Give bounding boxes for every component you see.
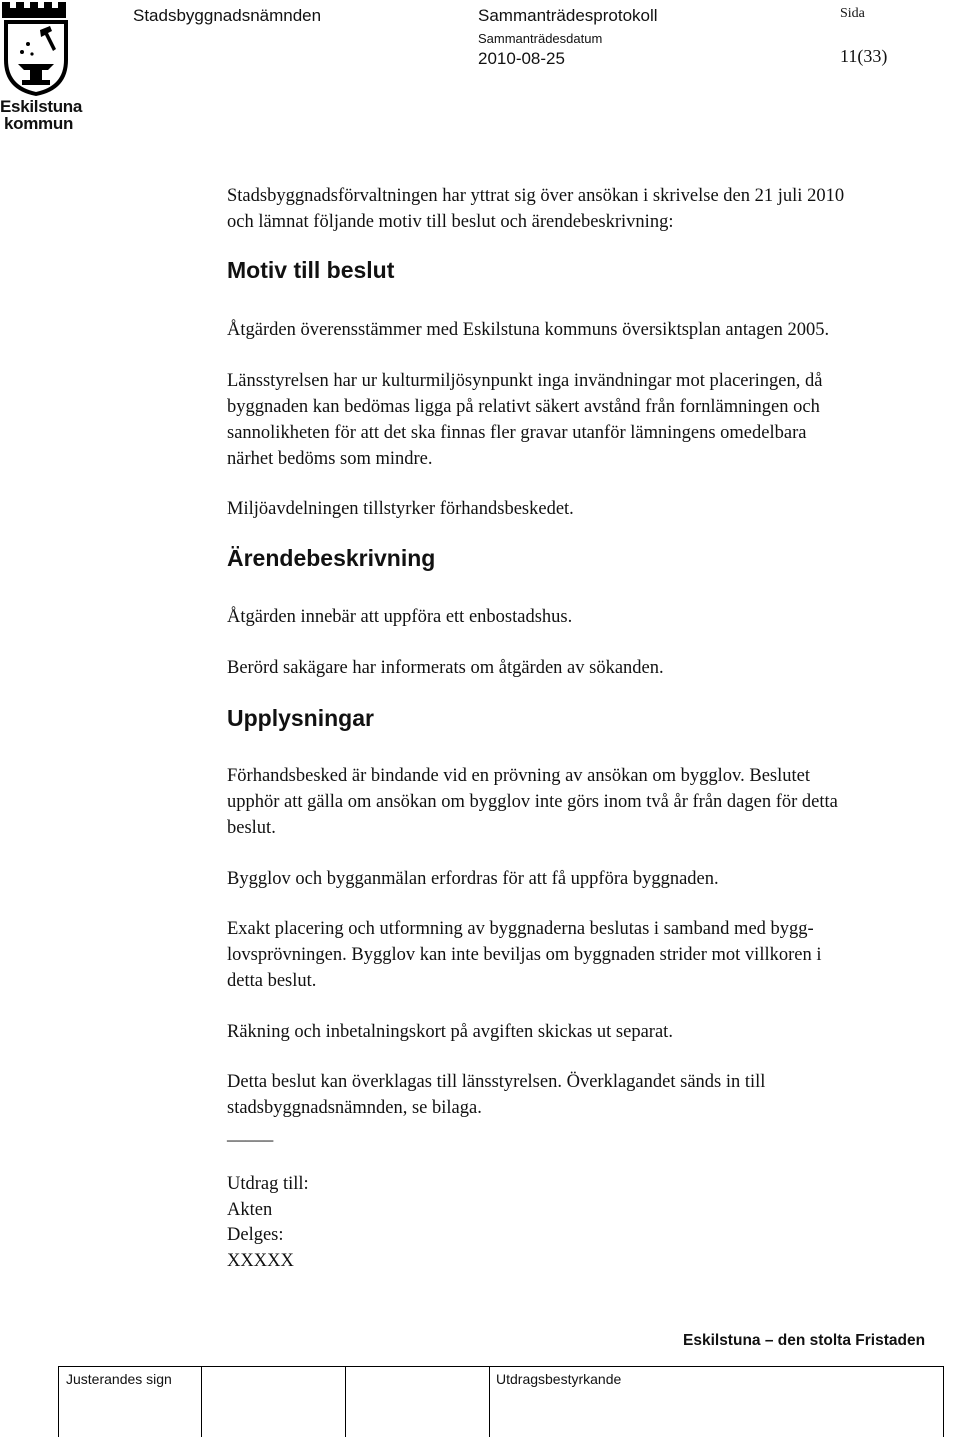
motiv-paragraph-2-line-3: sannolikheten för att det ska finnas fler gravar utanför lämningens omedelbara: [227, 423, 807, 443]
footer-column-divider: [943, 1367, 944, 1437]
heading-upplysningar: Upplysningar: [227, 705, 374, 731]
footer-slogan: Eskilstuna – den stolta Fristaden: [683, 1332, 926, 1349]
arende-paragraph-2: Berörd sakägare har informerats om åtgärden av sökanden.: [227, 658, 664, 678]
footer-signature-table: [58, 1366, 944, 1437]
motiv-paragraph-2-line-4: närhet bedöms som mindre.: [227, 449, 433, 469]
upplysningar-paragraph-3-line-3: detta beslut.: [227, 971, 317, 991]
upplysningar-paragraph-4: Räkning och inbetalningskort på avgiften skickas ut separat.: [227, 1022, 673, 1042]
upplysningar-paragraph-3-line-2: lovsprövningen. Bygglov kan inte beviljas om byggnaden strider mot villkoren i: [227, 945, 822, 965]
footer-justerandes-sign: Justerandes sign: [66, 1371, 172, 1387]
header-committee: Stadsbyggnadsnämnden: [133, 6, 322, 25]
motiv-paragraph-1: Åtgärden överensstämmer med Eskilstuna kommuns översiktsplan antagen 2005.: [227, 320, 830, 340]
upplysningar-paragraph-1-line-1: Förhandsbesked är bindande vid en prövning av ansökan om bygglov. Beslutet: [227, 766, 810, 786]
header-date: 2010-08-25: [478, 49, 565, 68]
delges-label: Delges:: [227, 1225, 284, 1245]
footer-column-divider: [58, 1367, 59, 1437]
footer-column-divider: [345, 1367, 346, 1437]
delges-item: XXXXX: [227, 1251, 294, 1271]
utdrag-item: Akten: [227, 1200, 273, 1220]
heading-motiv-till-beslut: Motiv till beslut: [227, 257, 395, 283]
eskilstuna-logo: [0, 0, 83, 135]
upplysningar-paragraph-2: Bygglov och bygganmälan erfordras för att få uppföra byggnaden.: [227, 869, 719, 889]
upplysningar-paragraph-3-line-1: Exakt placering och utformning av byggnaderna beslutas i samband med bygg-: [227, 919, 814, 939]
motiv-paragraph-2-line-1: Länsstyrelsen har ur kulturmiljösynpunkt inga invändningar mot placeringen, då: [227, 371, 823, 391]
intro-line-2: och lämnat följande motiv till beslut och ärendebeskrivning:: [227, 212, 674, 232]
logo-text-line2: kommun: [4, 114, 74, 133]
header-page-number: 11(33): [840, 46, 888, 66]
upplysningar-paragraph-5-line-2: stadsbyggnadsnämnden, se bilaga.: [227, 1098, 482, 1118]
logo-text-line1: Eskilstuna: [0, 97, 83, 116]
intro-line-1: Stadsbyggnadsförvaltningen har yttrat sig över ansökan i skrivelse den 21 juli 2010: [227, 186, 845, 206]
separator-line: _____: [227, 1124, 274, 1144]
arende-paragraph-1: Åtgärden innebär att uppföra ett enbostadshus.: [227, 607, 573, 627]
motiv-paragraph-2-line-2: byggnaden kan bedömas ligga på relativt säkert avstånd från fornlämningen och: [227, 397, 820, 417]
coat-of-arms-icon: [0, 0, 72, 98]
upplysningar-paragraph-1-line-2: upphör att gälla om ansökan om bygglov inte görs inom två år från dagen för detta: [227, 792, 838, 812]
footer-column-divider: [489, 1367, 490, 1437]
footer-utdragsbestyrkande: Utdragsbestyrkande: [496, 1371, 622, 1387]
upplysningar-paragraph-1-line-3: beslut.: [227, 818, 276, 838]
footer-column-divider: [201, 1367, 202, 1437]
motiv-paragraph-3: Miljöavdelningen tillstyrker förhandsbeskedet.: [227, 499, 574, 519]
upplysningar-paragraph-5-line-1: Detta beslut kan överklagas till länsstyrelsen. Överklagandet sänds in till: [227, 1072, 766, 1092]
heading-arendebeskrivning: Ärendebeskrivning: [227, 545, 436, 571]
header-date-label: Sammanträdesdatum: [478, 31, 603, 46]
utdrag-label: Utdrag till:: [227, 1174, 309, 1194]
header-page-label: Sida: [840, 6, 865, 21]
header-doc-type: Sammanträdesprotokoll: [478, 6, 658, 25]
